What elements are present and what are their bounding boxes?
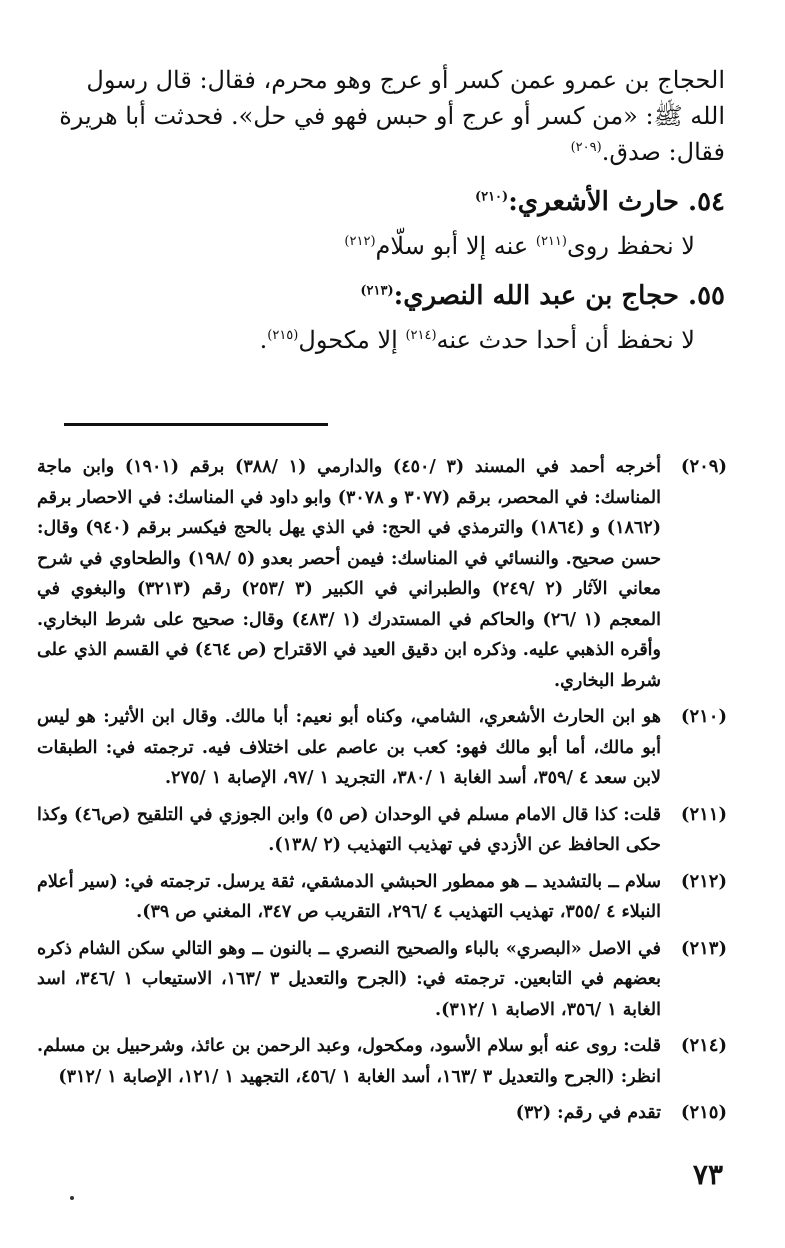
footnote-ref: (٢١٠) bbox=[474, 189, 509, 205]
footnote-ref: (٢١٤) bbox=[405, 328, 437, 343]
footnote-text: أخرجه أحمد في المسند (٣ /٤٥٠) والدارمي (١ /٣٨٨) برقم (١٩٠١) وابن ماجة المناسك: في المحصر، برقم (٣٠٧٧ و ٣٠٧٨) وابو داود في المناسك: في الاحصار برقم (١٨٦٢) و (١٨٦٤) والترمذي في الحج: في الذي يهل بالحج فيكسر برقم (٩٤٠) وقال: حسن صحيح. والنسائي في المناسك: فيمن أحصر بعدو (٥ /١٩٨) والطحاوي في شرح معاني الآثار (٢ /٢٤٩) والطبراني في الكبير (٣ /٢٥٣) رقم (٣٢١٣) والبغوي في المعجم (١ /٢٦) والحاكم في المستدرك (١ /٤٨٣) وقال: صحيح على شرط البخاري. وأقره الذهبي عليه. وذكره ابن دقيق العيد في الاقتراح (ص ٤٦٤) في القسم الذي على شرط البخاري. bbox=[37, 457, 662, 691]
entry-body-text: عنه إلا أبو سلّام bbox=[375, 232, 536, 260]
footnote-text: قلت: روى عنه أبو سلام الأسود، ومكحول، وعبد الرحمن بن عائذ، وشرحبيل بن مسلم. انظر: (الجرح والتعديل ٣ /١٦٣، أسد الغابة ١ /٤٥٦، التجهيد ١ /١٢١، الإصابة ١ /٣١٢) bbox=[37, 1036, 661, 1087]
footnote-text: قلت: كذا قال الامام مسلم في الوحدان (ص ٥) وابن الجوزي في التلقيح (ص٤٦) وكذا حكى الحافظ عن الأزدي في تهذيب التهذيب (٢ /١٣٨). bbox=[37, 804, 662, 855]
footnotes bbox=[37, 452, 727, 1135]
footnote-number: (٢١٠) bbox=[680, 706, 727, 727]
footnote-209 bbox=[37, 452, 727, 696]
footnote-number: (٢١٥) bbox=[680, 1102, 727, 1123]
footnote-215 bbox=[37, 1098, 727, 1129]
entry-body-55 bbox=[55, 322, 695, 358]
paragraph-text: الحجاج بن عمرو عمن كسر أو عرج وهو محرم، فقال: قال رسول الله ﷺ: «من كسر أو عرج أو حبس فهو في حل». فحدثت أبا هريرة فقال: صدق. bbox=[59, 66, 725, 166]
footnote-213 bbox=[37, 934, 727, 1026]
footnote-ref: (٢١٣) bbox=[360, 283, 394, 299]
entry-body-text: إلا مكحول bbox=[298, 326, 406, 354]
footnote-separator bbox=[64, 423, 328, 426]
main-text bbox=[55, 62, 725, 358]
footnote-number: (٢١٢) bbox=[680, 870, 727, 892]
opening-paragraph bbox=[55, 62, 725, 170]
footnote-text: في الاصل «البصري» بالباء والصحيح النصري ــ بالنون ــ وهو التالي سكن الشام ذكره بعضهم في التابعين. ترجمته في: (الجرح والتعديل ٣ /١٦٣، الاستيعاب ١ /٣٤٦، اسد الغابة ١ /٣٥٦، الاصابة ١ /٣١٢). bbox=[37, 938, 662, 1020]
entry-body-54 bbox=[55, 228, 695, 264]
footnote-text: سلام ــ بالتشديد ــ هو ممطور الحبشي الدمشقي، ثقة يرسل. ترجمته في: (سير أعلام النبلاء ٤ /٣٥٥، تهذيب التهذيب ٤ /٢٩٦، التقريب ص ٣٤٧، المغني ص ٣٩). bbox=[37, 871, 661, 922]
footnote-ref: (٢١٥) bbox=[267, 328, 299, 343]
entry-heading-text: ٥٥. حجاج بن عبد الله النصري: bbox=[393, 281, 725, 311]
footnote-211 bbox=[37, 800, 727, 861]
scan-speck bbox=[70, 1196, 74, 1200]
entry-heading-55 bbox=[55, 276, 725, 316]
footnote-text: هو ابن الحارث الأشعري، الشامي، وكناه أبو نعيم: أبا مالك. وقال ابن الأثير: هو ليس أبو مالك، أما أبو مالك فهو: كعب بن عاصم على اختلاف فيه. ترجمته في: الطبقات لابن سعد ٤ /٣٥٩، أسد الغابة ١ /٣٨٠، التجريد ١ /٩٧، الإصابة ١ /٢٧٥. bbox=[37, 707, 661, 788]
footnote-210 bbox=[37, 702, 727, 794]
footnote-text: تقدم في رقم: (٣٢) bbox=[515, 1103, 661, 1123]
footnote-number: (٢١٤) bbox=[680, 1035, 727, 1056]
footnote-ref: (٢٠٩) bbox=[570, 140, 602, 155]
footnote-ref: (٢١١) bbox=[535, 234, 567, 249]
entry-heading-54 bbox=[55, 182, 725, 222]
footnote-212 bbox=[37, 867, 727, 928]
entry-heading-text: ٥٤. حارث الأشعري: bbox=[508, 187, 725, 217]
entry-body-text: . bbox=[259, 326, 268, 354]
footnote-number: (٢١٣) bbox=[680, 937, 727, 959]
page-number: ٧٣ bbox=[692, 1158, 723, 1191]
entry-body-text: لا نحفظ أن أحدا حدث عنه bbox=[436, 326, 695, 354]
entry-body-text: لا نحفظ روى bbox=[566, 232, 695, 260]
footnote-ref: (٢١٢) bbox=[344, 234, 376, 249]
footnote-number: (٢٠٩) bbox=[680, 456, 727, 477]
footnote-number: (٢١١) bbox=[680, 803, 727, 825]
footnote-214 bbox=[37, 1031, 727, 1092]
